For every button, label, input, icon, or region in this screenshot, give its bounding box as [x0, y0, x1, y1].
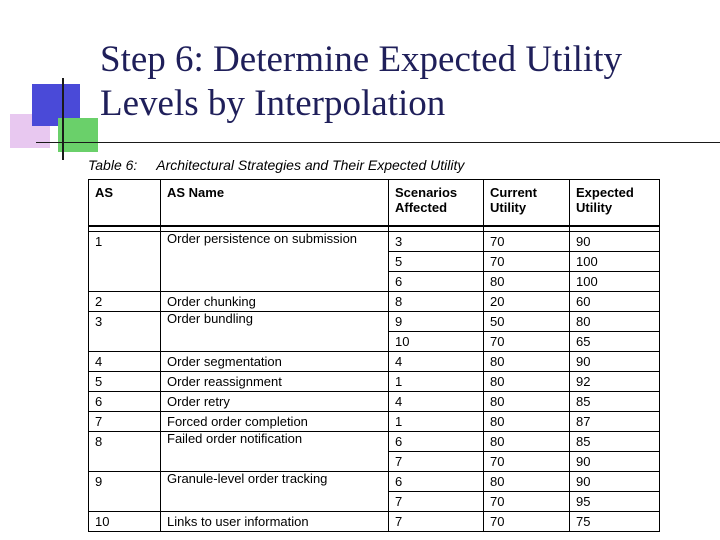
table-row: [89, 412, 660, 432]
cell-as-name: Forced order completion: [161, 412, 389, 432]
table-row: [89, 312, 660, 332]
cell-current-utility: 70: [484, 252, 570, 272]
table-row: [89, 512, 660, 532]
cell-expected-utility: 80: [570, 312, 660, 332]
cell-scenarios-affected: 6: [389, 472, 484, 492]
cell-scenarios-affected: 7: [389, 492, 484, 512]
cell-expected-utility: 90: [570, 452, 660, 472]
cell-current-utility: 80: [484, 432, 570, 452]
header-as: AS: [89, 180, 161, 227]
title-divider-line: [36, 142, 720, 143]
decorative-vertical-line: [62, 78, 64, 160]
cell-scenarios-affected: 4: [389, 352, 484, 372]
cell-current-utility: 70: [484, 512, 570, 532]
cell-expected-utility: 75: [570, 512, 660, 532]
cell-as-name: Order segmentation: [161, 352, 389, 372]
header-scenarios-affected: Scenarios Affected: [389, 180, 484, 227]
cell-scenarios-affected: 4: [389, 392, 484, 412]
cell-as-name: Order retry: [161, 392, 389, 412]
table-row: [89, 372, 660, 392]
table-row: [89, 292, 660, 312]
cell-current-utility: 70: [484, 232, 570, 252]
cell-expected-utility: 90: [570, 472, 660, 492]
cell-scenarios-affected: 6: [389, 272, 484, 292]
cell-scenarios-affected: 7: [389, 452, 484, 472]
cell-current-utility: 80: [484, 272, 570, 292]
cell-scenarios-affected: 6: [389, 432, 484, 452]
cell-current-utility: 80: [484, 372, 570, 392]
cell-current-utility: 80: [484, 392, 570, 412]
cell-scenarios-affected: 5: [389, 252, 484, 272]
header-expected-utility: Expected Utility: [570, 180, 660, 227]
cell-current-utility: 80: [484, 352, 570, 372]
table-header-row: [89, 180, 660, 227]
cell-as: 6: [89, 392, 161, 412]
cell-expected-utility: 60: [570, 292, 660, 312]
table-row: [89, 472, 660, 492]
table-row: [89, 432, 660, 452]
cell-as-name: Failed order notification: [161, 432, 389, 472]
cell-expected-utility: 90: [570, 352, 660, 372]
cell-expected-utility: 85: [570, 432, 660, 452]
cell-as: 8: [89, 432, 161, 472]
table-row: [89, 392, 660, 412]
cell-as: 5: [89, 372, 161, 392]
cell-scenarios-affected: 8: [389, 292, 484, 312]
utility-table: [88, 179, 660, 532]
cell-as: 1: [89, 232, 161, 292]
slide-title-line-2: Levels by Interpolation: [100, 83, 446, 124]
cell-as-name: Granule-level order tracking: [161, 472, 389, 512]
table-row: [89, 232, 660, 252]
cell-expected-utility: 92: [570, 372, 660, 392]
cell-expected-utility: 90: [570, 232, 660, 252]
cell-current-utility: 70: [484, 332, 570, 352]
cell-current-utility: 70: [484, 452, 570, 472]
cell-scenarios-affected: 1: [389, 412, 484, 432]
cell-expected-utility: 100: [570, 272, 660, 292]
cell-as: 9: [89, 472, 161, 512]
cell-scenarios-affected: 1: [389, 372, 484, 392]
cell-as: 3: [89, 312, 161, 352]
cell-scenarios-affected: 3: [389, 232, 484, 252]
cell-scenarios-affected: 10: [389, 332, 484, 352]
table-caption: Table 6: Architectural Strategies and Their Expected Utility: [88, 157, 465, 173]
slide-title-line-1: Step 6: Determine Expected Utility: [100, 39, 622, 80]
cell-expected-utility: 95: [570, 492, 660, 512]
cell-current-utility: 70: [484, 492, 570, 512]
cell-scenarios-affected: 7: [389, 512, 484, 532]
header-current-utility: Current Utility: [484, 180, 570, 227]
cell-expected-utility: 65: [570, 332, 660, 352]
cell-as-name: Order reassignment: [161, 372, 389, 392]
cell-as: 4: [89, 352, 161, 372]
cell-current-utility: 80: [484, 472, 570, 492]
cell-as: 2: [89, 292, 161, 312]
cell-as: 7: [89, 412, 161, 432]
decorative-square-green: [58, 118, 98, 152]
cell-as-name: Order persistence on submission: [161, 232, 389, 292]
cell-scenarios-affected: 9: [389, 312, 484, 332]
cell-expected-utility: 87: [570, 412, 660, 432]
slide-title: [100, 38, 700, 126]
cell-current-utility: 80: [484, 412, 570, 432]
header-as-name: AS Name: [161, 180, 389, 227]
table-row: [89, 352, 660, 372]
cell-current-utility: 20: [484, 292, 570, 312]
cell-as-name: Links to user information: [161, 512, 389, 532]
table-body: [89, 226, 660, 532]
cell-expected-utility: 100: [570, 252, 660, 272]
cell-as: 10: [89, 512, 161, 532]
cell-current-utility: 50: [484, 312, 570, 332]
cell-as-name: Order chunking: [161, 292, 389, 312]
cell-expected-utility: 85: [570, 392, 660, 412]
cell-as-name: Order bundling: [161, 312, 389, 352]
